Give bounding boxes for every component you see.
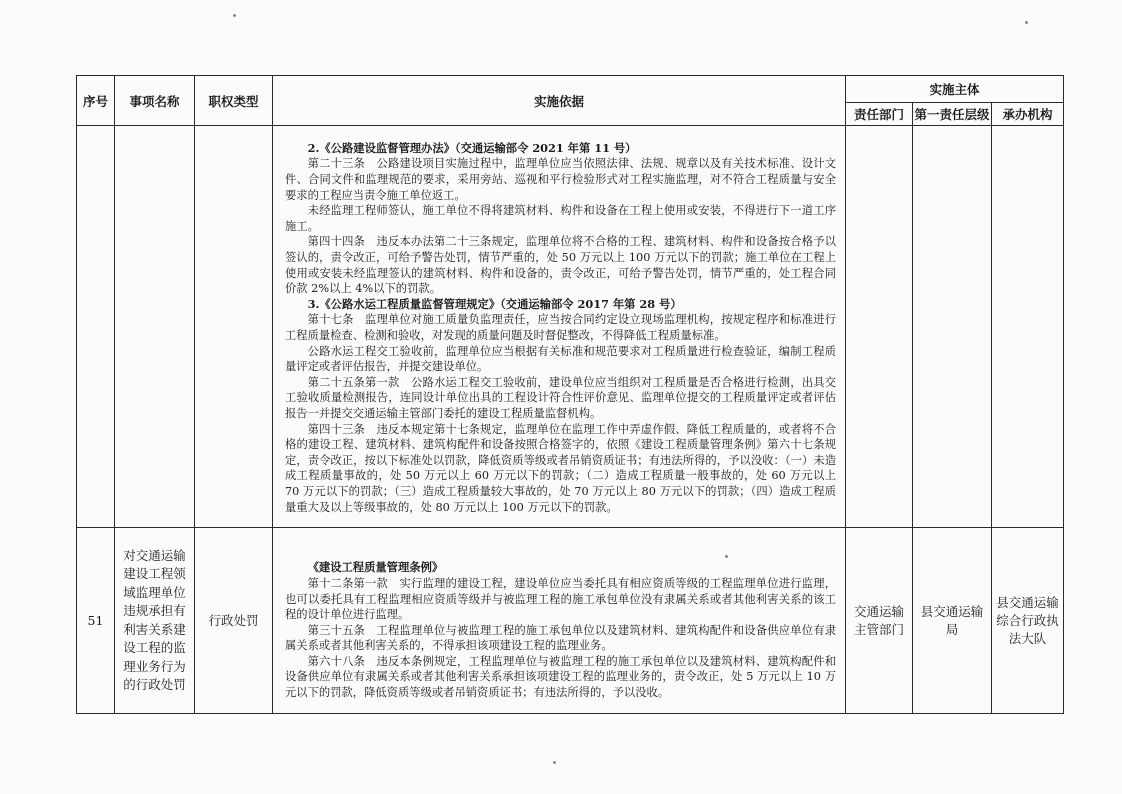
cell-item-name: 对交通运输建设工程领域监理单位违规承担有利害关系建设工程的监理业务行为的行政处罚 [115,528,195,714]
law-paragraph: 第四十四条 违反本办法第二十三条规定，监理单位将不合格的工程、建筑材料、构件和设备按合格予以签认的，责令改正，可给予警告处罚，情节严重的，处 50 万元以上 100 万元以下的罚款；施工单位在工程上使用或安装未经监理签认的建筑材料、构件和设备的，责令改正，可给予警告处罚，情节严重的，处工程合同价款 2%以上 4%以下的罚款。 [285,235,836,296]
cell-authority-type: 行政处罚 [195,528,273,714]
cell-basis [273,528,846,714]
cell-level-empty [913,126,992,528]
law-paragraph: 第二十三条 公路建设项目实施过程中，监理单位应当依照法律、法规、规章以及有关技术标准、设计文件、合同文件和监理规范的要求，采用旁站、巡视和平行检验形式对工程实施监理，对不符合工程质量与安全要求的工程应当责令施工单位返工。 [285,157,836,202]
cell-first-level: 县交通运输局 [913,528,992,714]
cell-handling-org: 县交通运输综合行政执法大队 [992,528,1064,714]
cell-org-empty [992,126,1064,528]
law-title: 《建设工程质量管理条例》 [307,560,444,575]
scan-speck [553,761,556,764]
table-row-51 [77,528,1064,714]
header-handling-org: 承办机构 [992,103,1064,126]
cell-seq-empty [77,126,115,528]
cell-seq: 51 [77,528,115,714]
scan-speck [233,14,236,17]
header-seq: 序号 [77,76,115,126]
header-responsible-dept: 责任部门 [846,103,913,126]
law-paragraph: 第三十五条 工程监理单位与被监理工程的施工承包单位以及建筑材料、建筑构配件和设备供应单位有隶属关系或者其他利害关系的，不得承担该项建设工程的监理业务。 [285,623,836,653]
law-paragraph: 公路水运工程交工验收前，监理单位应当根据有关标准和规范要求对工程质量进行检查验证，编制工程质量评定或者评估报告，并提交建设单位。 [285,344,836,374]
cell-dept-empty [846,126,913,528]
law-title: 3.《公路水运工程质量监督管理规定》（交通运输部令 2017 年第 28 号） [307,296,682,311]
header-subject: 实施主体 [846,76,1064,103]
law-title: 2.《公路建设监督管理办法》（交通运输部令 2021 年第 11 号） [307,140,637,155]
header-basis: 实施依据 [273,76,846,126]
header-first-level: 第一责任层级 [913,103,992,126]
law-paragraph: 第十二条第一款 实行监理的建设工程，建设单位应当委托具有相应资质等级的工程监理单位进行监理，也可以委托具有工程监理相应资质等级并与被监理工程的施工承包单位没有隶属关系或者其他利害关系的该工程的设计单位进行监理。 [285,576,836,622]
table-row-continued [77,126,1064,528]
header-row-1 [77,76,1064,103]
law-paragraph: 未经监理工程师签认，施工单位不得将建筑材料、构件和设备在工程上使用或安装，不得进行下一道工序施工。 [285,204,836,233]
header-authority-type: 职权类型 [195,76,273,126]
cell-basis-continued [273,126,846,528]
law-paragraph: 第十七条 监理单位对施工质量负监理责任，应当按合同约定设立现场监理机构，按规定程序和标准进行工程质量检查、检测和验收，对发现的质量问题及时督促整改，不得降低工程质量标准。 [285,313,836,342]
law-paragraph: 第六十八条 违反本条例规定，工程监理单位与被监理工程的施工承包单位以及建筑材料、建筑构配件和设备供应单位有隶属关系或者其他利害关系承担该项建设工程的监理业务的，责令改正，处 5 万元以上 10 万元以下的罚款，降低资质等级或者吊销资质证书；有违法所得的，予以没收。 [285,654,836,700]
cell-authority-empty [195,126,273,528]
cell-responsible-dept: 交通运输主管部门 [846,528,913,714]
scan-speck [725,555,728,558]
scan-speck [1025,21,1028,24]
law-paragraph: 第四十三条 违反本规定第十七条规定，监理单位在监理工作中弄虚作假、降低工程质量的，或者将不合格的建设工程、建筑材料、建筑构配件和设备按照合格签字的，依照《建设工程质量管理条例》第六十七条规定，责令改正，按以下标准处以罚款，降低资质等级或者吊销资质证书；有违法所得的，予以没收：（一）未造成工程质量事故的，处 50 万元以上 60 万元以下的罚款；（二）造成工程质量一般事故的，处 60 万元以上 70 万元以下的罚款；（三）造成工程质量较大事故的，处 70 万元以上 80 万元以下的罚款；（四）造成工程质量重大及以上等级事故的，处 80 万元以上 100 万元以下的罚款。 [285,422,836,514]
law-paragraph: 第二十五条第一款 公路水运工程交工验收前，建设单位应当组织对工程质量是否合格进行检测，出具交工验收质量检测报告，连同设计单位出具的工程设计符合性评价意见、监理单位提交的工程质量评定或者评估报告一并提交交通运输主管部门委托的建设工程质量监督机构。 [285,375,836,420]
cell-item-name-empty [115,126,195,528]
enforcement-table [76,75,1064,714]
header-item-name: 事项名称 [115,76,195,126]
